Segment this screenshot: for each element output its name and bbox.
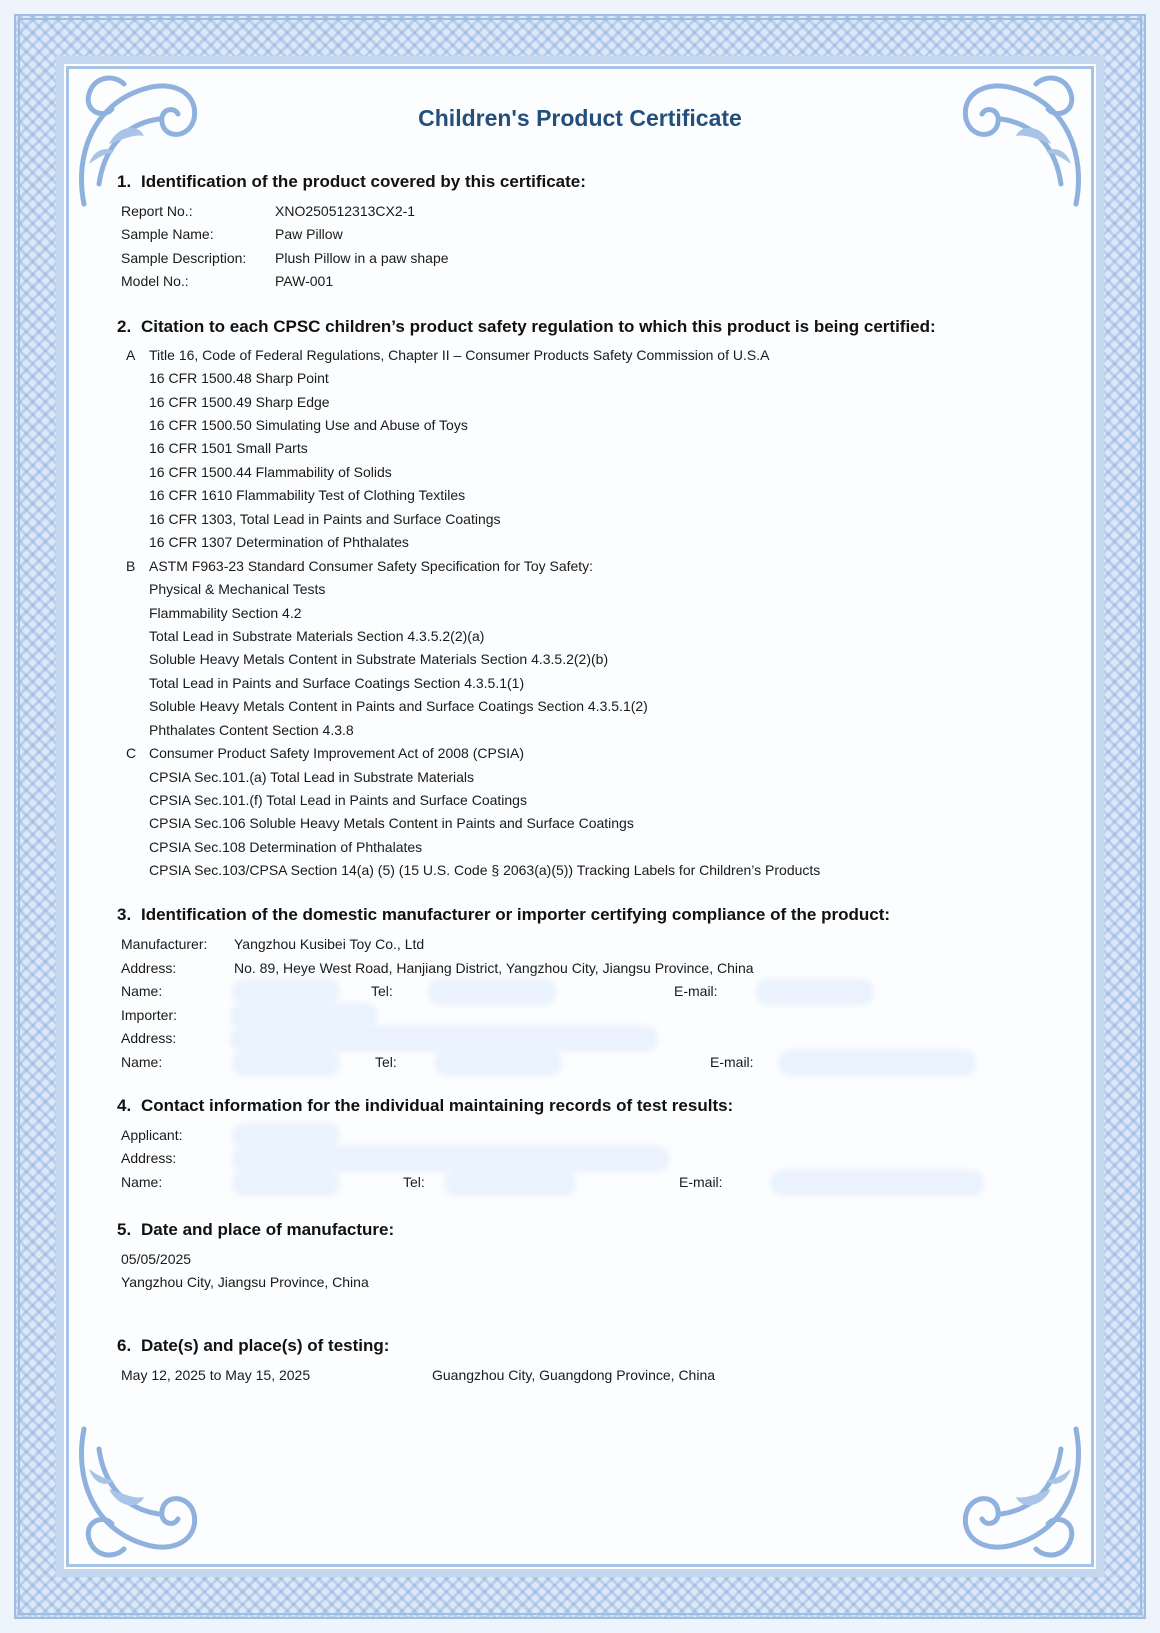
regulation-line: Title 16, Code of Federal Regulations, Chapter II – Consumer Products Safety Commission of U.S.A — [149, 347, 770, 363]
redacted-field — [432, 983, 552, 1001]
regulation-line: 16 CFR 1501 Small Parts — [149, 440, 308, 456]
regulation-line: Flammability Section 4.2 — [149, 605, 302, 621]
section-2-heading — [117, 317, 936, 337]
regulation-line: 16 CFR 1307 Determination of Phthalates — [149, 534, 409, 550]
regulation-line: CPSIA Sec.103/CPSA Section 14(a) (5) (15 U.S. Code § 2063(a)(5)) Tracking Labels for Children’s Products — [149, 862, 821, 878]
regulation-line: Consumer Product Safety Improvement Act of 2008 (CPSIA) — [149, 745, 525, 761]
redacted-field — [236, 1174, 336, 1192]
sample-description-value: Plush Pillow in a paw shape — [275, 250, 449, 266]
regulation-line: 16 CFR 1610 Flammability Test of Clothing Textiles — [149, 487, 466, 503]
regulation-line: CPSIA Sec.108 Determination of Phthalates — [149, 839, 423, 855]
section-6-heading — [117, 1336, 389, 1356]
manufacture-place: Yangzhou City, Jiangsu Province, China — [121, 1274, 369, 1290]
report-no-value: XNO250512313CX2-1 — [275, 203, 416, 219]
regulation-line: Soluble Heavy Metals Content in Substrate Materials Section 4.3.5.2(2)(b) — [149, 651, 609, 667]
testing-place: Guangzhou City, Guangdong Province, China — [432, 1367, 716, 1383]
importer-label: Importer: — [121, 1007, 178, 1023]
importer-name-label: Name: — [121, 1054, 163, 1070]
section-title: Citation to each CPSC children’s product safety regulation to which this product is being certified: — [141, 317, 936, 336]
model-no-value: PAW-001 — [275, 273, 334, 289]
redacted-field — [448, 1174, 572, 1192]
importer-address-label: Address: — [121, 1030, 177, 1046]
name-label: Name: — [121, 1174, 163, 1190]
regulation-line: CPSIA Sec.101.(f) Total Lead in Paints and Surface Coatings — [149, 792, 527, 808]
regulation-line: Soluble Heavy Metals Content in Paints and Surface Coatings Section 4.3.5.1(2) — [149, 698, 648, 714]
regulation-line: ASTM F963-23 Standard Consumer Safety Specification for Toy Safety: — [149, 558, 594, 574]
regulation-line: Physical & Mechanical Tests — [149, 581, 326, 597]
regulation-line: CPSIA Sec.101.(a) Total Lead in Substrate Materials — [149, 769, 475, 785]
group-letter: A — [126, 347, 136, 363]
section-title: Identification of the product covered by this certificate: — [141, 172, 586, 191]
certificate-title: Children's Product Certificate — [418, 105, 742, 131]
regulation-line: CPSIA Sec.106 Soluble Heavy Metals Content in Paints and Surface Coatings — [149, 815, 634, 831]
section-title: Contact information for the individual maintaining records of test results: — [141, 1096, 734, 1115]
applicant-label: Applicant: — [121, 1127, 183, 1143]
redacted-field — [782, 1054, 972, 1072]
section-number: 3. — [117, 905, 132, 924]
section-title: Identification of the domestic manufacturer or importer certifying compliance of the product: — [141, 905, 891, 924]
redacted-field — [236, 1054, 336, 1072]
sample-name-label: Sample Name: — [121, 226, 214, 242]
section-number: 6. — [117, 1336, 132, 1355]
email-label: E-mail: — [674, 983, 718, 999]
regulation-line: Total Lead in Substrate Materials Section 4.3.5.2(2)(a) — [149, 628, 485, 644]
importer-tel-label: Tel: — [375, 1054, 397, 1070]
redacted-field — [236, 983, 336, 1001]
section-4-heading — [117, 1096, 733, 1116]
tel-label: Tel: — [403, 1174, 425, 1190]
manufacture-date: 05/05/2025 — [121, 1251, 192, 1267]
regulation-line: 16 CFR 1500.44 Flammability of Solids — [149, 464, 392, 480]
group-letter: C — [126, 745, 137, 761]
redacted-field — [774, 1174, 980, 1192]
tel-label: Tel: — [371, 983, 393, 999]
section-5-heading — [117, 1220, 394, 1240]
group-letter: B — [126, 558, 136, 574]
section-number: 4. — [117, 1096, 132, 1115]
regulation-line: Total Lead in Paints and Surface Coatings Section 4.3.5.1(1) — [149, 675, 525, 691]
sample-description-label: Sample Description: — [121, 250, 247, 266]
section-1-heading — [117, 172, 586, 192]
section-title: Date and place of manufacture: — [141, 1220, 395, 1239]
regulation-line: 16 CFR 1500.49 Sharp Edge — [149, 394, 330, 410]
report-no-label: Report No.: — [121, 203, 193, 219]
redacted-field — [438, 1054, 558, 1072]
importer-email-label: E-mail: — [710, 1054, 754, 1070]
section-title: Date(s) and place(s) of testing: — [141, 1336, 390, 1355]
model-no-label: Model No.: — [121, 273, 189, 289]
redacted-field — [760, 983, 870, 1001]
address-value: No. 89, Heye West Road, Hanjiang District, Yangzhou City, Jiangsu Province, China — [234, 960, 754, 976]
redacted-field — [234, 1030, 654, 1048]
address-label: Address: — [121, 1150, 177, 1166]
sample-name-value: Paw Pillow — [275, 226, 343, 242]
section-number: 2. — [117, 317, 132, 336]
regulation-line: Phthalates Content Section 4.3.8 — [149, 722, 354, 738]
section-3-heading — [117, 905, 890, 925]
section-number: 1. — [117, 172, 132, 191]
email-label: E-mail: — [679, 1174, 723, 1190]
regulation-line: 16 CFR 1303, Total Lead in Paints and Surface Coatings — [149, 511, 501, 527]
testing-date: May 12, 2025 to May 15, 2025 — [121, 1367, 311, 1383]
redacted-field — [236, 1127, 336, 1145]
address-label: Address: — [121, 960, 177, 976]
redacted-field — [234, 1007, 374, 1025]
redacted-field — [236, 1150, 666, 1168]
manufacturer-label: Manufacturer: — [121, 936, 208, 952]
regulation-line: 16 CFR 1500.50 Simulating Use and Abuse of Toys — [149, 417, 468, 433]
section-number: 5. — [117, 1220, 132, 1239]
regulation-line: 16 CFR 1500.48 Sharp Point — [149, 370, 329, 386]
manufacturer-value: Yangzhou Kusibei Toy Co., Ltd — [234, 936, 425, 952]
name-label: Name: — [121, 983, 163, 999]
